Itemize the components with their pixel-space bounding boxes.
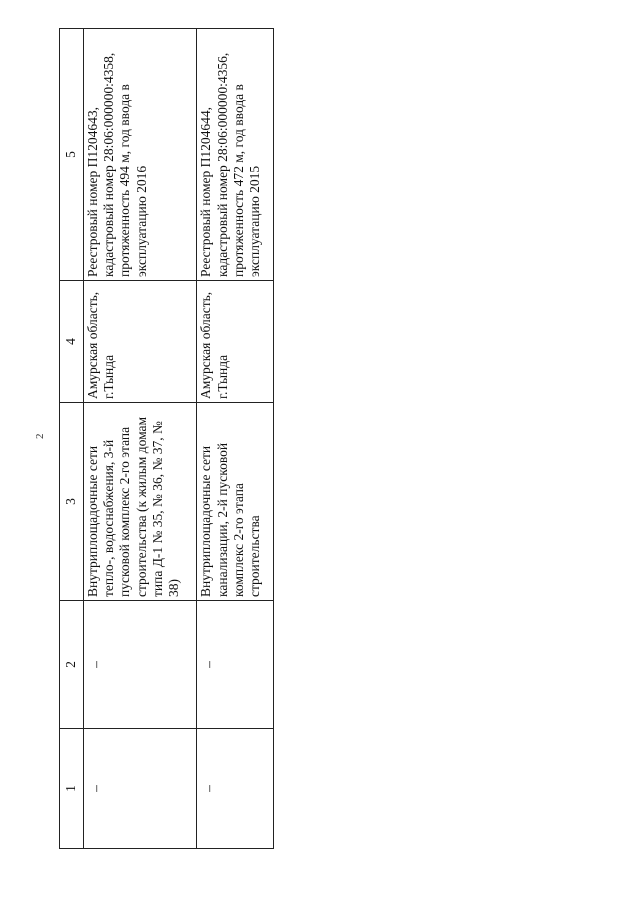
table-row <box>197 29 274 849</box>
row-1-col-1: – <box>84 729 197 849</box>
table-header-row <box>60 29 84 849</box>
row-1-col-2: – <box>84 601 197 729</box>
column-header-2: 2 <box>60 601 84 729</box>
row-1-object-name: Внутриплощадочные сети тепло-, водоснабжения, 3-й пусковой комплекс 2-го этапа строительства (к жилым домам типа Д-1 № 35, № 36, № 37, № 38) <box>84 403 197 601</box>
row-2-col-1: – <box>197 729 274 849</box>
row-2-object-name: Внутриплощадочные сети канализации, 2-й пусковой комплекс 2-го этапа строительства <box>197 403 274 601</box>
page-number: 2 <box>34 433 46 439</box>
row-1-location: Амурская область, г.Тында <box>84 281 197 403</box>
row-2-col-2: – <box>197 601 274 729</box>
row-2-location: Амурская область, г.Тында <box>197 281 274 403</box>
column-header-1: 1 <box>60 729 84 849</box>
row-1-description: Реестровый номер П1204643, кадастровый номер 28:06:000000:4358, протяженность 494 м, год ввода в эксплуатацию 2016 <box>84 29 197 281</box>
document-table-wrapper <box>59 29 274 849</box>
property-table <box>59 28 274 849</box>
column-header-3: 3 <box>60 403 84 601</box>
column-header-5: 5 <box>60 29 84 281</box>
table-row <box>84 29 197 849</box>
row-2-description: Реестровый номер П1204644, кадастровый номер 28:06:000000:4356, протяженность 472 м, год ввода в эксплуатацию 2015 <box>197 29 274 281</box>
column-header-4: 4 <box>60 281 84 403</box>
